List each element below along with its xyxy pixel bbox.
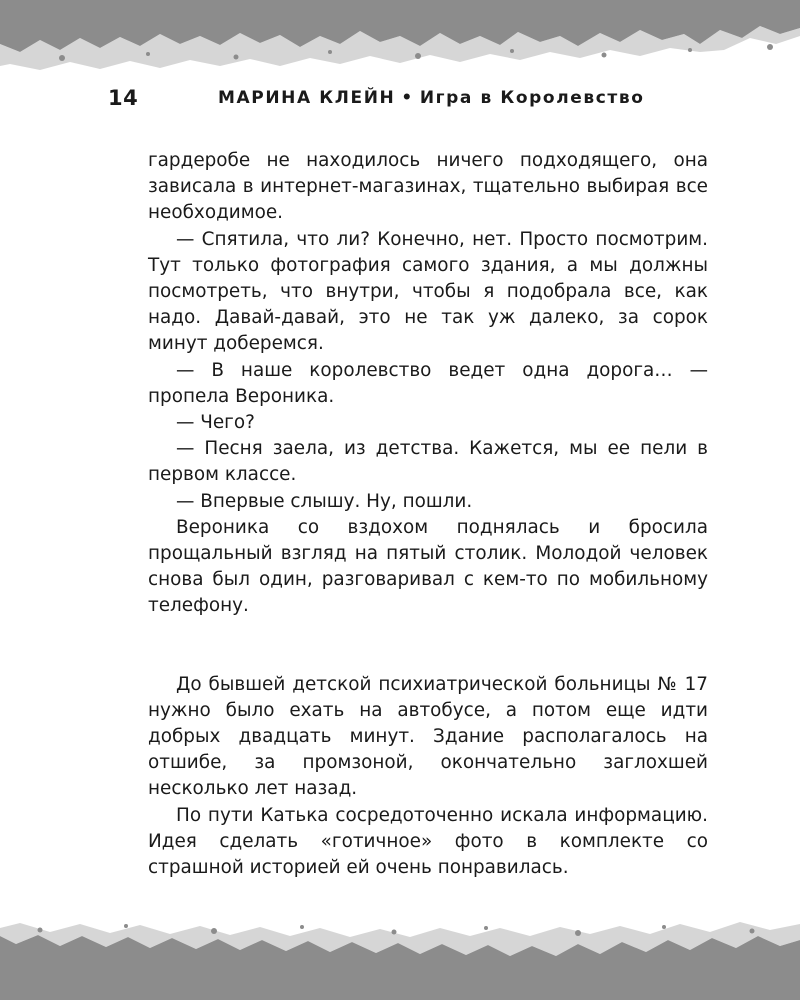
author-name: МАРИНА КЛЕЙН xyxy=(218,88,396,108)
paragraph: — Спятила, что ли? Конечно, нет. Просто посмотрим. Тут только фотография самого здания, а мы должны посмотреть, что внутри, чтобы я подобрала все, как надо. Давай-давай, это не так уж далеко, за сорок минут доберемся. xyxy=(148,228,708,355)
book-title: Игра в Королевство xyxy=(419,88,645,108)
paragraph: — Чего? xyxy=(176,412,255,434)
paragraph: Вероника со вздохом поднялась и бросила прощальный взгляд на пятый столик. Молодой человек снова был один, разговаривал с кем-то по мобильному телефону. xyxy=(148,516,708,617)
header-separator: • xyxy=(401,88,414,108)
section-after-break xyxy=(148,672,708,882)
paragraph: гардеробе не находилось ничего подходящего, она зависала в интернет-магазинах, тщательно выбирая все необходимое. xyxy=(148,150,708,224)
paragraph: — Впервые слышу. Ну, пошли. xyxy=(176,490,473,512)
running-title xyxy=(218,88,645,108)
grunge-bottom-border xyxy=(0,900,800,1000)
section-before-break xyxy=(148,148,708,620)
grunge-top-border xyxy=(0,0,800,80)
running-header xyxy=(108,86,648,116)
page-number: 14 xyxy=(108,86,139,110)
paragraph: — В наше королевство ведет одна дорога… — пропела Вероника. xyxy=(148,359,708,407)
page-body xyxy=(148,148,708,881)
paragraph: По пути Катька сосредоточенно искала информацию. Идея сделать «готичное» фото в комплекте со страшной историей ей очень понравилась. xyxy=(148,804,708,879)
paragraph: — Песня заела, из детства. Кажется, мы ее пели в первом классе. xyxy=(148,438,708,486)
section-break xyxy=(148,620,708,672)
paragraph: До бывшей детской психиатрической больницы № 17 нужно было ехать на автобусе, а потом еще идти добрых двадцать минут. Здание располагалось на отшибе, за промзоной, окончательно заглохшей несколько лет назад. xyxy=(148,673,708,800)
